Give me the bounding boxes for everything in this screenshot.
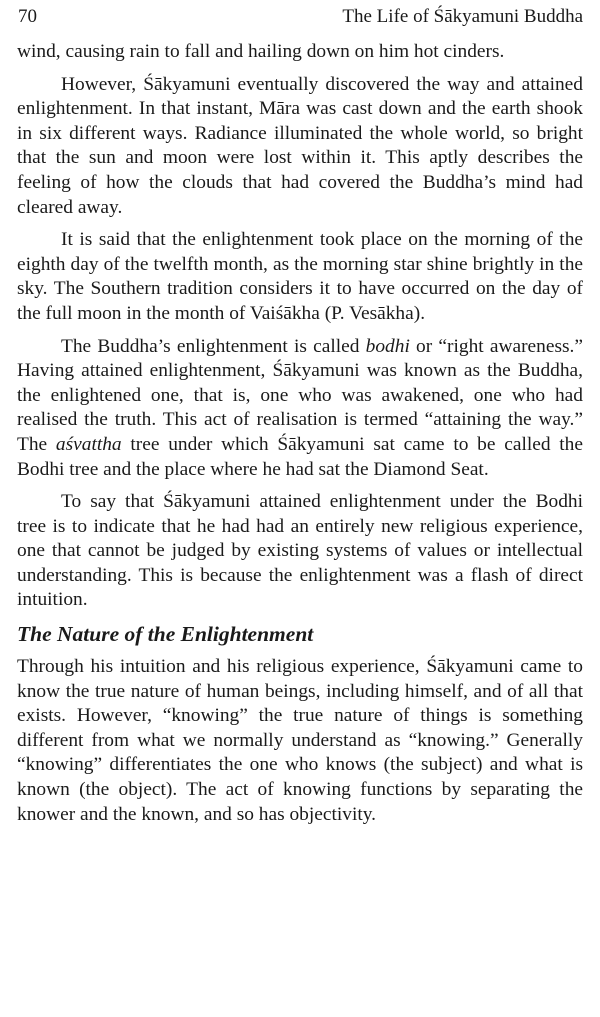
bodhi-text-part-2: or “right awareness.” Having attained enlightenment, Śākyamuni was known as the Buddha, the enlightened one, that is, one who was awakened, one who had realised the truth. This act of realisation is termed “attaining the way.” The (17, 335, 583, 455)
bodhi-text-part-1: The Buddha’s enlightenment is called (61, 335, 366, 357)
section-body-text (17, 655, 583, 827)
bodhi-text-part-3: tree under which Śākyamuni sat came to be called the Bodhi tree and the place where he had sat the Diamond Seat. (17, 433, 583, 480)
paragraph-continued: wind, causing rain to fall and hailing down on him hot cinders. (17, 41, 505, 62)
book-page (17, 0, 583, 835)
term-bodhi: bodhi (365, 335, 410, 357)
paragraph-enlightenment-attained: However, Śākyamuni eventually discovered the way and attained enlightenment. In that instant, Māra was cast down and the earth shook in six different ways. Radiance illuminated the whole world, so bright that the sun and moon were lost within it. This aptly describes the feeling of how the clouds that had covered the Buddha’s mind had cleared away. (17, 73, 583, 218)
paragraph-new-religious-experience: To say that Śākyamuni attained enlightenment under the Bodhi tree is to indicate that he had had an entirely new religious experience, one that cannot be judged by existing systems of values or intellectual understanding. This is because the enlightenment was a flash of direct intuition. (17, 491, 583, 611)
paragraph-bodhi-definition (17, 335, 583, 483)
term-asvattha: aśvattha (55, 433, 122, 455)
paragraph-nature-of-knowing: Through his intuition and his religious experience, Śākyamuni came to know the true nature of human beings, including himself, and of all that exists. However, “knowing” the true nature of things is something different from what we normally understand as “knowing.” Generally “knowing” differentiates the one who knows (the subject) and what is known (the object). The act of knowing functions by separating the knower and the known, and so has objectivity. (17, 656, 583, 825)
body-text (17, 40, 583, 613)
running-title: The Life of Śākyamuni Buddha (342, 6, 583, 27)
section-heading: The Nature of the Enlightenment (17, 622, 314, 647)
page-number: 70 (18, 6, 37, 27)
paragraph-date-of-enlightenment: It is said that the enlightenment took place on the morning of the eighth day of the twelfth month, as the morning star shine brightly in the sky. The Southern tradition considers it to have occurred on the day of the full moon in the month of Vaiśākha (P. Vesākha). (17, 229, 583, 324)
running-head (17, 0, 583, 40)
